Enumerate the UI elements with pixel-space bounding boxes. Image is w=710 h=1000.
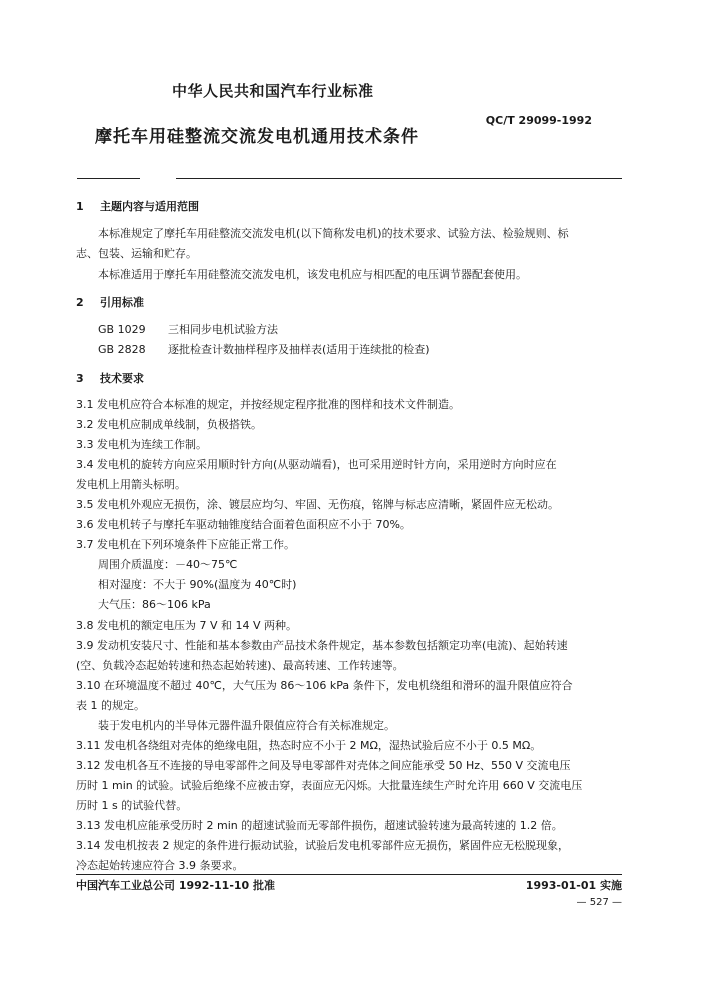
clause-line: 3.8 发电机的额定电压为 7 V 和 14 V 两种。 <box>76 619 298 632</box>
clause-line: 3.10 在环境温度不超过 40℃，大气压为 86～106 kPa 条件下，发电机绕组和滑环的温升限值应符合 <box>76 679 573 692</box>
clause-line: 冷态起始转速应符合 3.9 条要求。 <box>76 859 244 872</box>
clause-line: 装于发电机内的半导体元器件温升限值应符合有关标准规定。 <box>98 719 395 732</box>
clause-line: 大气压：86～106 kPa <box>98 598 211 611</box>
approval-line: 中国汽车工业总公司 1992-11-10 批准 <box>76 879 276 892</box>
clause-line: 3.14 发电机按表 2 规定的条件进行振动试验，试验后发电机零部件应无损伤，紧固件应无松脱现象， <box>76 839 569 852</box>
section-heading: 2 引用标准 <box>76 296 144 309</box>
clause-line: 表 1 的规定。 <box>76 699 145 712</box>
clause-line: 相对湿度：不大于 90%(温度为 40℃时) <box>98 578 297 591</box>
reference-item: GB 2828 逐批检查计数抽样程序及抽样表(适用于连续批的检查) <box>98 343 430 356</box>
clause-line: 3.11 发电机各绕组对壳体的绝缘电阻，热态时应不小于 2 MΩ，湿热试验后应不小于 0.5 MΩ。 <box>76 739 542 752</box>
header-divider-left <box>77 178 140 179</box>
clause-line: 3.3 发电机为连续工作制。 <box>76 438 207 451</box>
reference-item: GB 1029 三相同步电机试验方法 <box>98 323 278 336</box>
section-heading: 1 主题内容与适用范围 <box>76 200 199 213</box>
clause-line: 3.13 发电机应能承受历时 2 min 的超速试验而无零部件损伤，超速试验转速为最高转速的 1.2 倍。 <box>76 819 563 832</box>
issuing-organization: 中华人民共和国汽车行业标准 <box>172 82 374 100</box>
header-divider-right <box>176 178 622 179</box>
clause-line: 3.7 发电机在下列环境条件下应能正常工作。 <box>76 538 295 551</box>
clause-line: 3.4 发电机的旋转方向应采用顺时针方向(从驱动端看)，也可采用逆时针方向，采用逆时方向时应在 <box>76 458 557 471</box>
clause-line: 3.6 发电机转子与摩托车驱动轴锥度结合面着色面积应不小于 70%。 <box>76 518 411 531</box>
paragraph-line: 本标准规定了摩托车用硅整流交流发电机(以下简称发电机)的技术要求、试验方法、检验规则、标 <box>98 227 569 240</box>
implementation-date: 1993-01-01 实施 <box>525 879 622 892</box>
section-heading: 3 技术要求 <box>76 372 144 385</box>
clause-line: 历时 1 min 的试验。试验后绝缘不应被击穿，表面应无闪烁。大批量连续生产时允许用 660 V 交流电压 <box>76 779 583 792</box>
standard-code: QC/T 29099-1992 <box>485 114 592 127</box>
clause-line: 3.5 发电机外观应无损伤，涂、镀层应均匀、牢固、无伤痕，铭牌与标志应清晰，紧固件应无松动。 <box>76 498 559 511</box>
footer-divider <box>76 874 622 875</box>
document-title: 摩托车用硅整流交流发电机通用技术条件 <box>95 127 419 147</box>
clause-line: 历时 1 s 的试验代替。 <box>76 799 188 812</box>
clause-line: 3.1 发电机应符合本标准的规定，并按经规定程序批准的图样和技术文件制造。 <box>76 398 460 411</box>
clause-line: 发电机上用箭头标明。 <box>76 478 186 491</box>
clause-line: 3.9 发动机安装尺寸、性能和基本参数由产品技术条件规定，基本参数包括额定功率(电流)、起始转速 <box>76 639 568 652</box>
clause-line: 3.12 发电机各互不连接的导电零部件之间及导电零部件对壳体之间应能承受 50 Hz、550 V 交流电压 <box>76 759 571 772</box>
paragraph-line: 本标准适用于摩托车用硅整流交流发电机，该发电机应与相匹配的电压调节器配套使用。 <box>98 268 527 281</box>
clause-line: 3.2 发电机应制成单线制，负极搭铁。 <box>76 418 262 431</box>
clause-line: (空、负载冷态起始转速和热态起始转速)、最高转速、工作转速等。 <box>76 659 404 672</box>
page-number: — 527 — <box>576 897 622 908</box>
paragraph-line: 志、包装、运输和贮存。 <box>76 247 197 260</box>
clause-line: 周围介质温度：－40～75℃ <box>98 558 238 571</box>
